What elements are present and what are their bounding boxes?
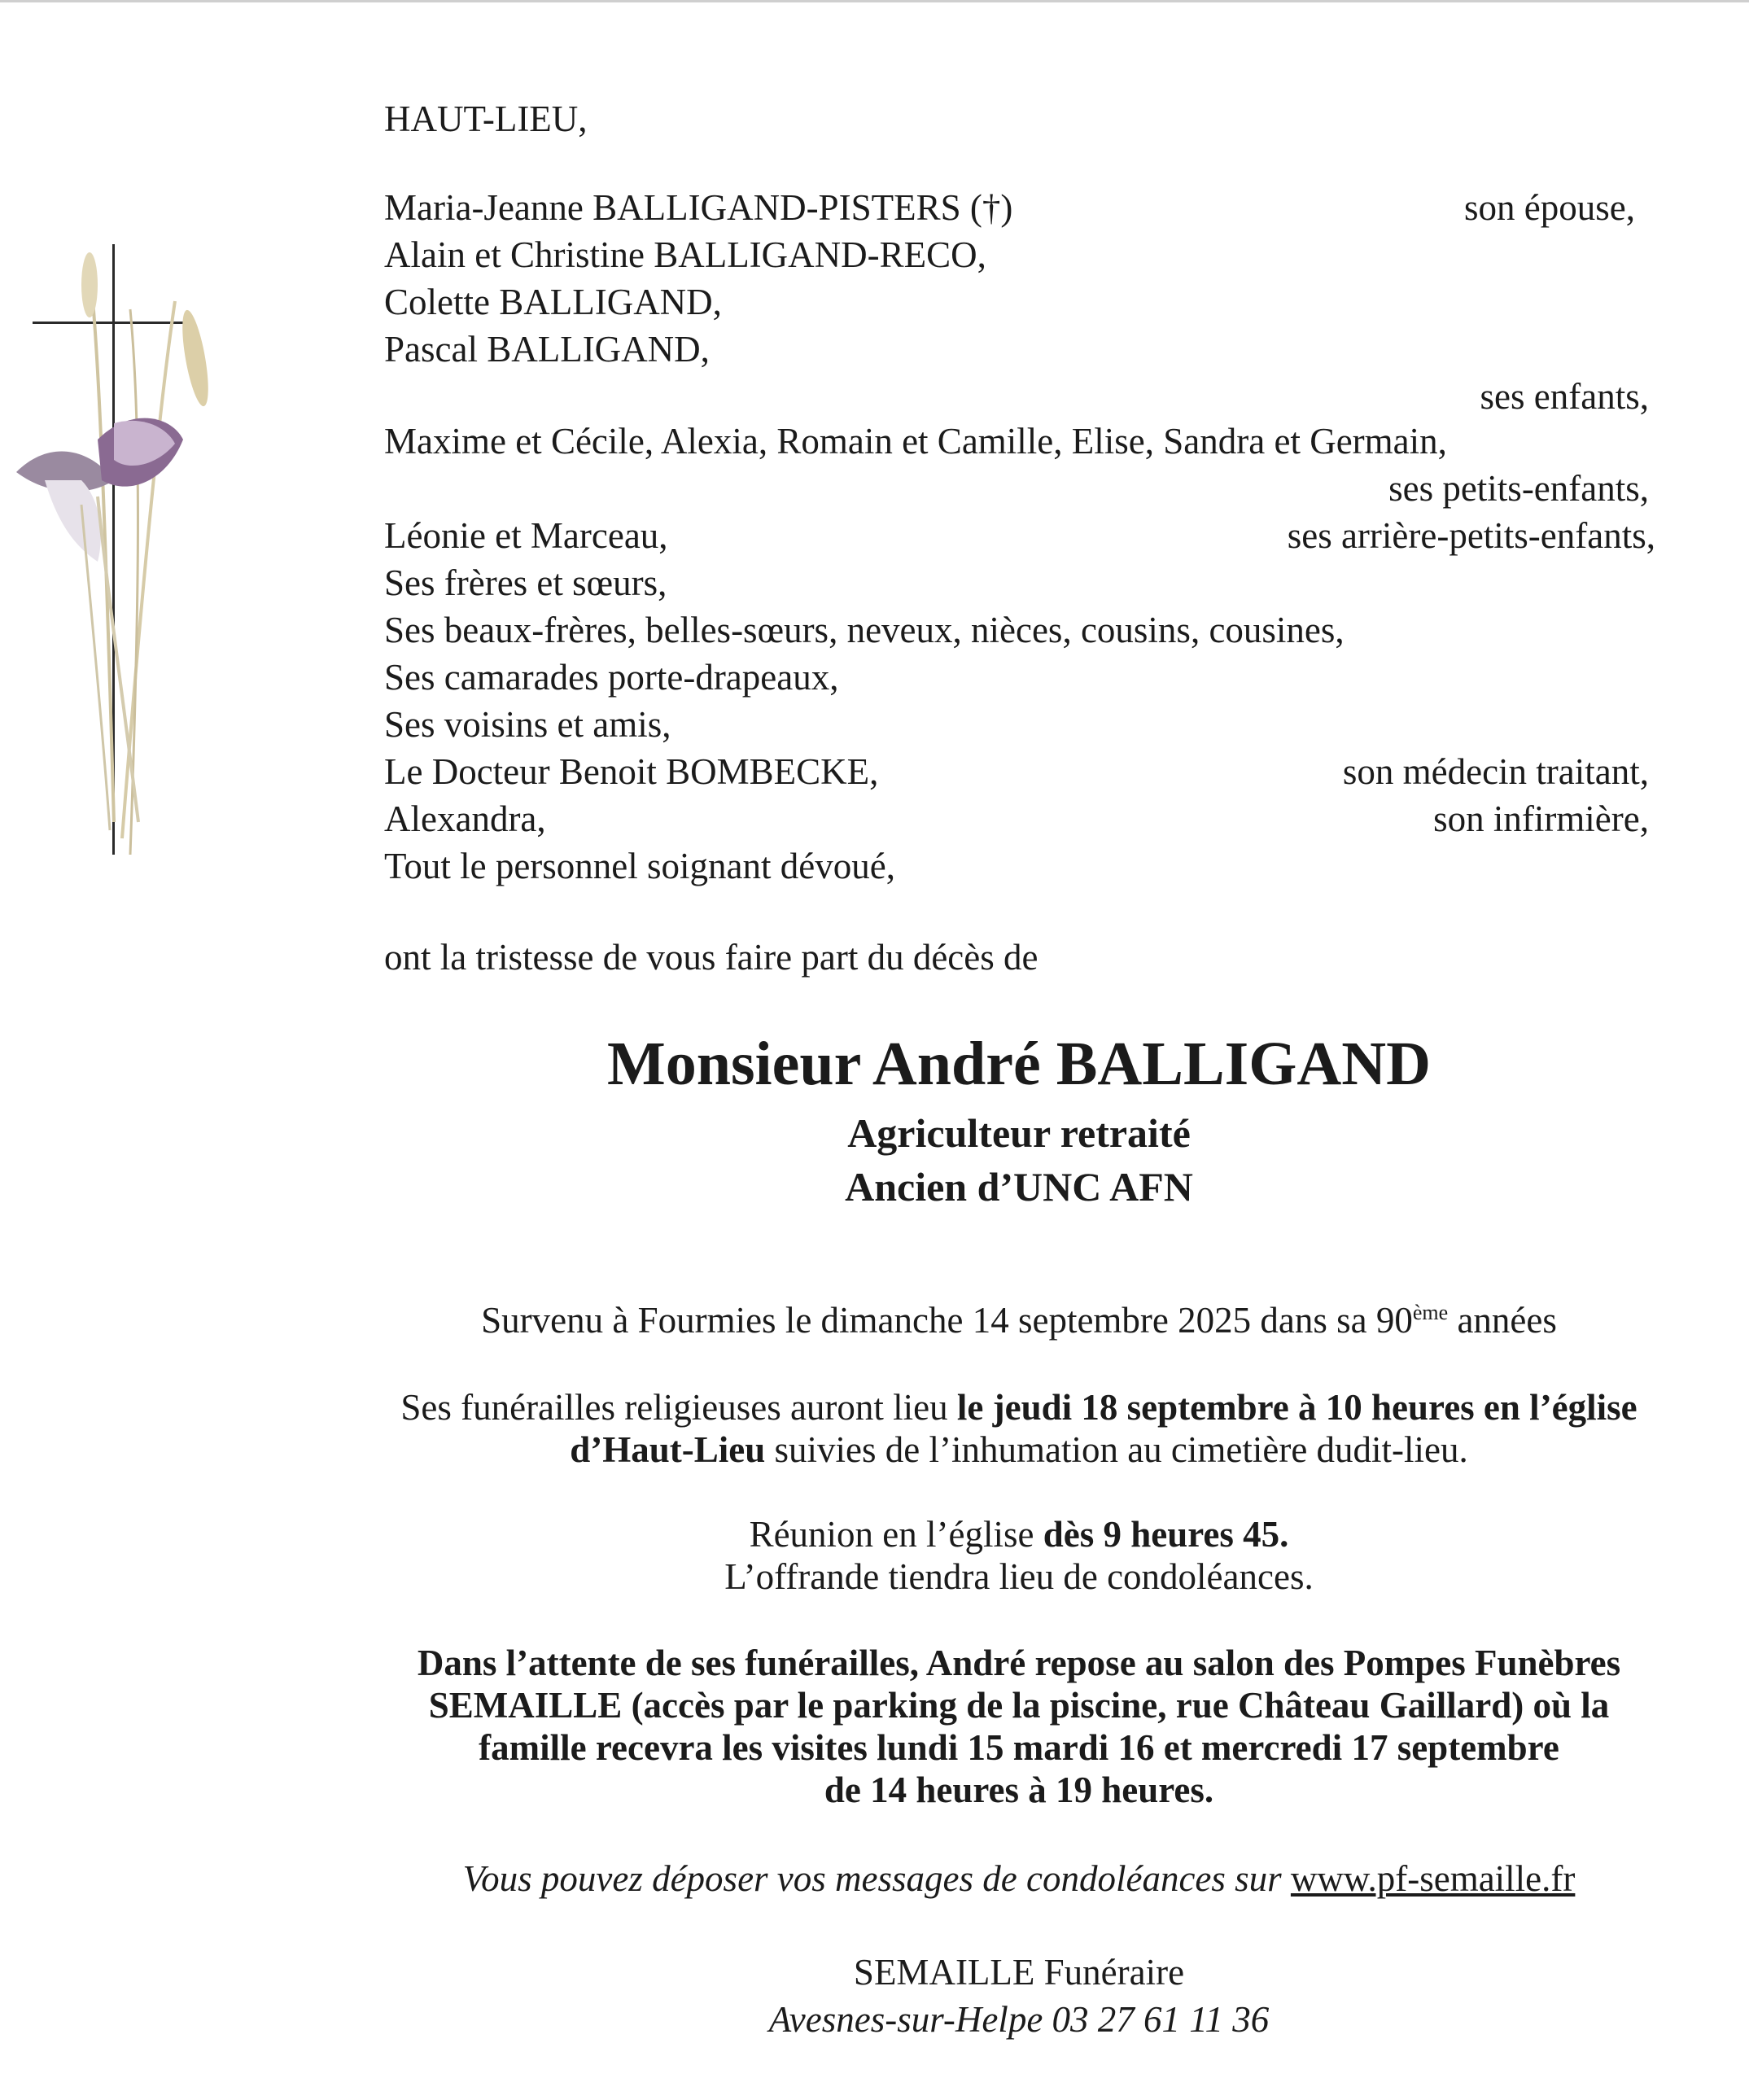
- family-member: Maxime et Cécile, Alexia, Romain et Camille, Elise, Sandra et Germain,: [384, 421, 1447, 462]
- family-member: Ses frères et sœurs,: [384, 562, 667, 603]
- family-member: Pascal BALLIGAND,: [384, 329, 710, 370]
- family-member: Ses voisins et amis,: [384, 704, 671, 745]
- family-role: son infirmière,: [1433, 798, 1649, 839]
- wheat-icon: [177, 308, 213, 408]
- company-contact: Avesnes-sur-Helpe 03 27 61 11 36: [768, 1999, 1270, 2040]
- family-role: ses arrière-petits-enfants,: [1287, 515, 1655, 556]
- funeral-details: Ses funérailles religieuses auront lieu le jeudi 18 septembre à 10 heures en l’église d’Haut-Lieu suivies de l’inhumation au cimetière dudit-lieu.: [400, 1387, 1638, 1470]
- deceased-profession: Agriculteur retraité: [847, 1110, 1191, 1156]
- family-member: Maria-Jeanne BALLIGAND-PISTERS (†): [384, 187, 1013, 228]
- family-role: son épouse,: [1464, 187, 1635, 228]
- family-role: son médecin traitant,: [1342, 751, 1649, 792]
- cross-horizontal: [33, 322, 191, 324]
- family-role: ses petits-enfants,: [1388, 468, 1649, 509]
- deceased-name: Monsieur André BALLIGAND: [606, 1030, 1432, 1098]
- superscript: ème: [1412, 1301, 1449, 1324]
- family-member: Tout le personnel soignant dévoué,: [384, 846, 895, 886]
- wheat-icon: [81, 252, 98, 317]
- family-member: Alexandra,: [384, 798, 546, 839]
- deceased-affiliation: Ancien d’UNC AFN: [845, 1164, 1193, 1210]
- condolences-line: Vous pouvez déposer vos messages de condoléances sur www.pf-semaille.fr: [462, 1858, 1576, 1899]
- meeting-info: Réunion en l’église dès 9 heures 45. L’offrande tiendra lieu de condoléances.: [724, 1514, 1314, 1597]
- header-place: HAUT-LIEU,: [384, 98, 588, 139]
- death-notice: Survenu à Fourmies le dimanche 14 septembre 2025 dans sa 90ème années: [481, 1300, 1557, 1341]
- rest-info: Dans l’attente de ses funérailles, André repose au salon des Pompes Funèbres SEMAILLE (accès par le parking de la piscine, rue Château Gaillard) où la famille recevra les visites lundi 15 mardi 16 et mercredi 17 septembre de 14 heures à 19 heures.: [417, 1643, 1621, 1810]
- scan-top-edge: [0, 0, 1749, 2]
- family-member: Le Docteur Benoit BOMBECKE,: [384, 751, 879, 792]
- website-link[interactable]: www.pf-semaille.fr: [1290, 1858, 1576, 1899]
- announcement: ont la tristesse de vous faire part du décès de: [384, 937, 1038, 978]
- family-member: Ses camarades porte-drapeaux,: [384, 657, 839, 698]
- family-member: Léonie et Marceau,: [384, 515, 668, 556]
- family-member: Colette BALLIGAND,: [384, 282, 722, 322]
- family-member: Ses beaux-frères, belles-sœurs, neveux, nièces, cousins, cousines,: [384, 610, 1345, 650]
- cross-lily-decoration: [0, 236, 236, 871]
- family-member: Alain et Christine BALLIGAND-RECO,: [384, 234, 986, 275]
- family-role: ses enfants,: [1480, 376, 1649, 417]
- funeral-company: SEMAILLE Funéraire: [853, 1952, 1185, 1993]
